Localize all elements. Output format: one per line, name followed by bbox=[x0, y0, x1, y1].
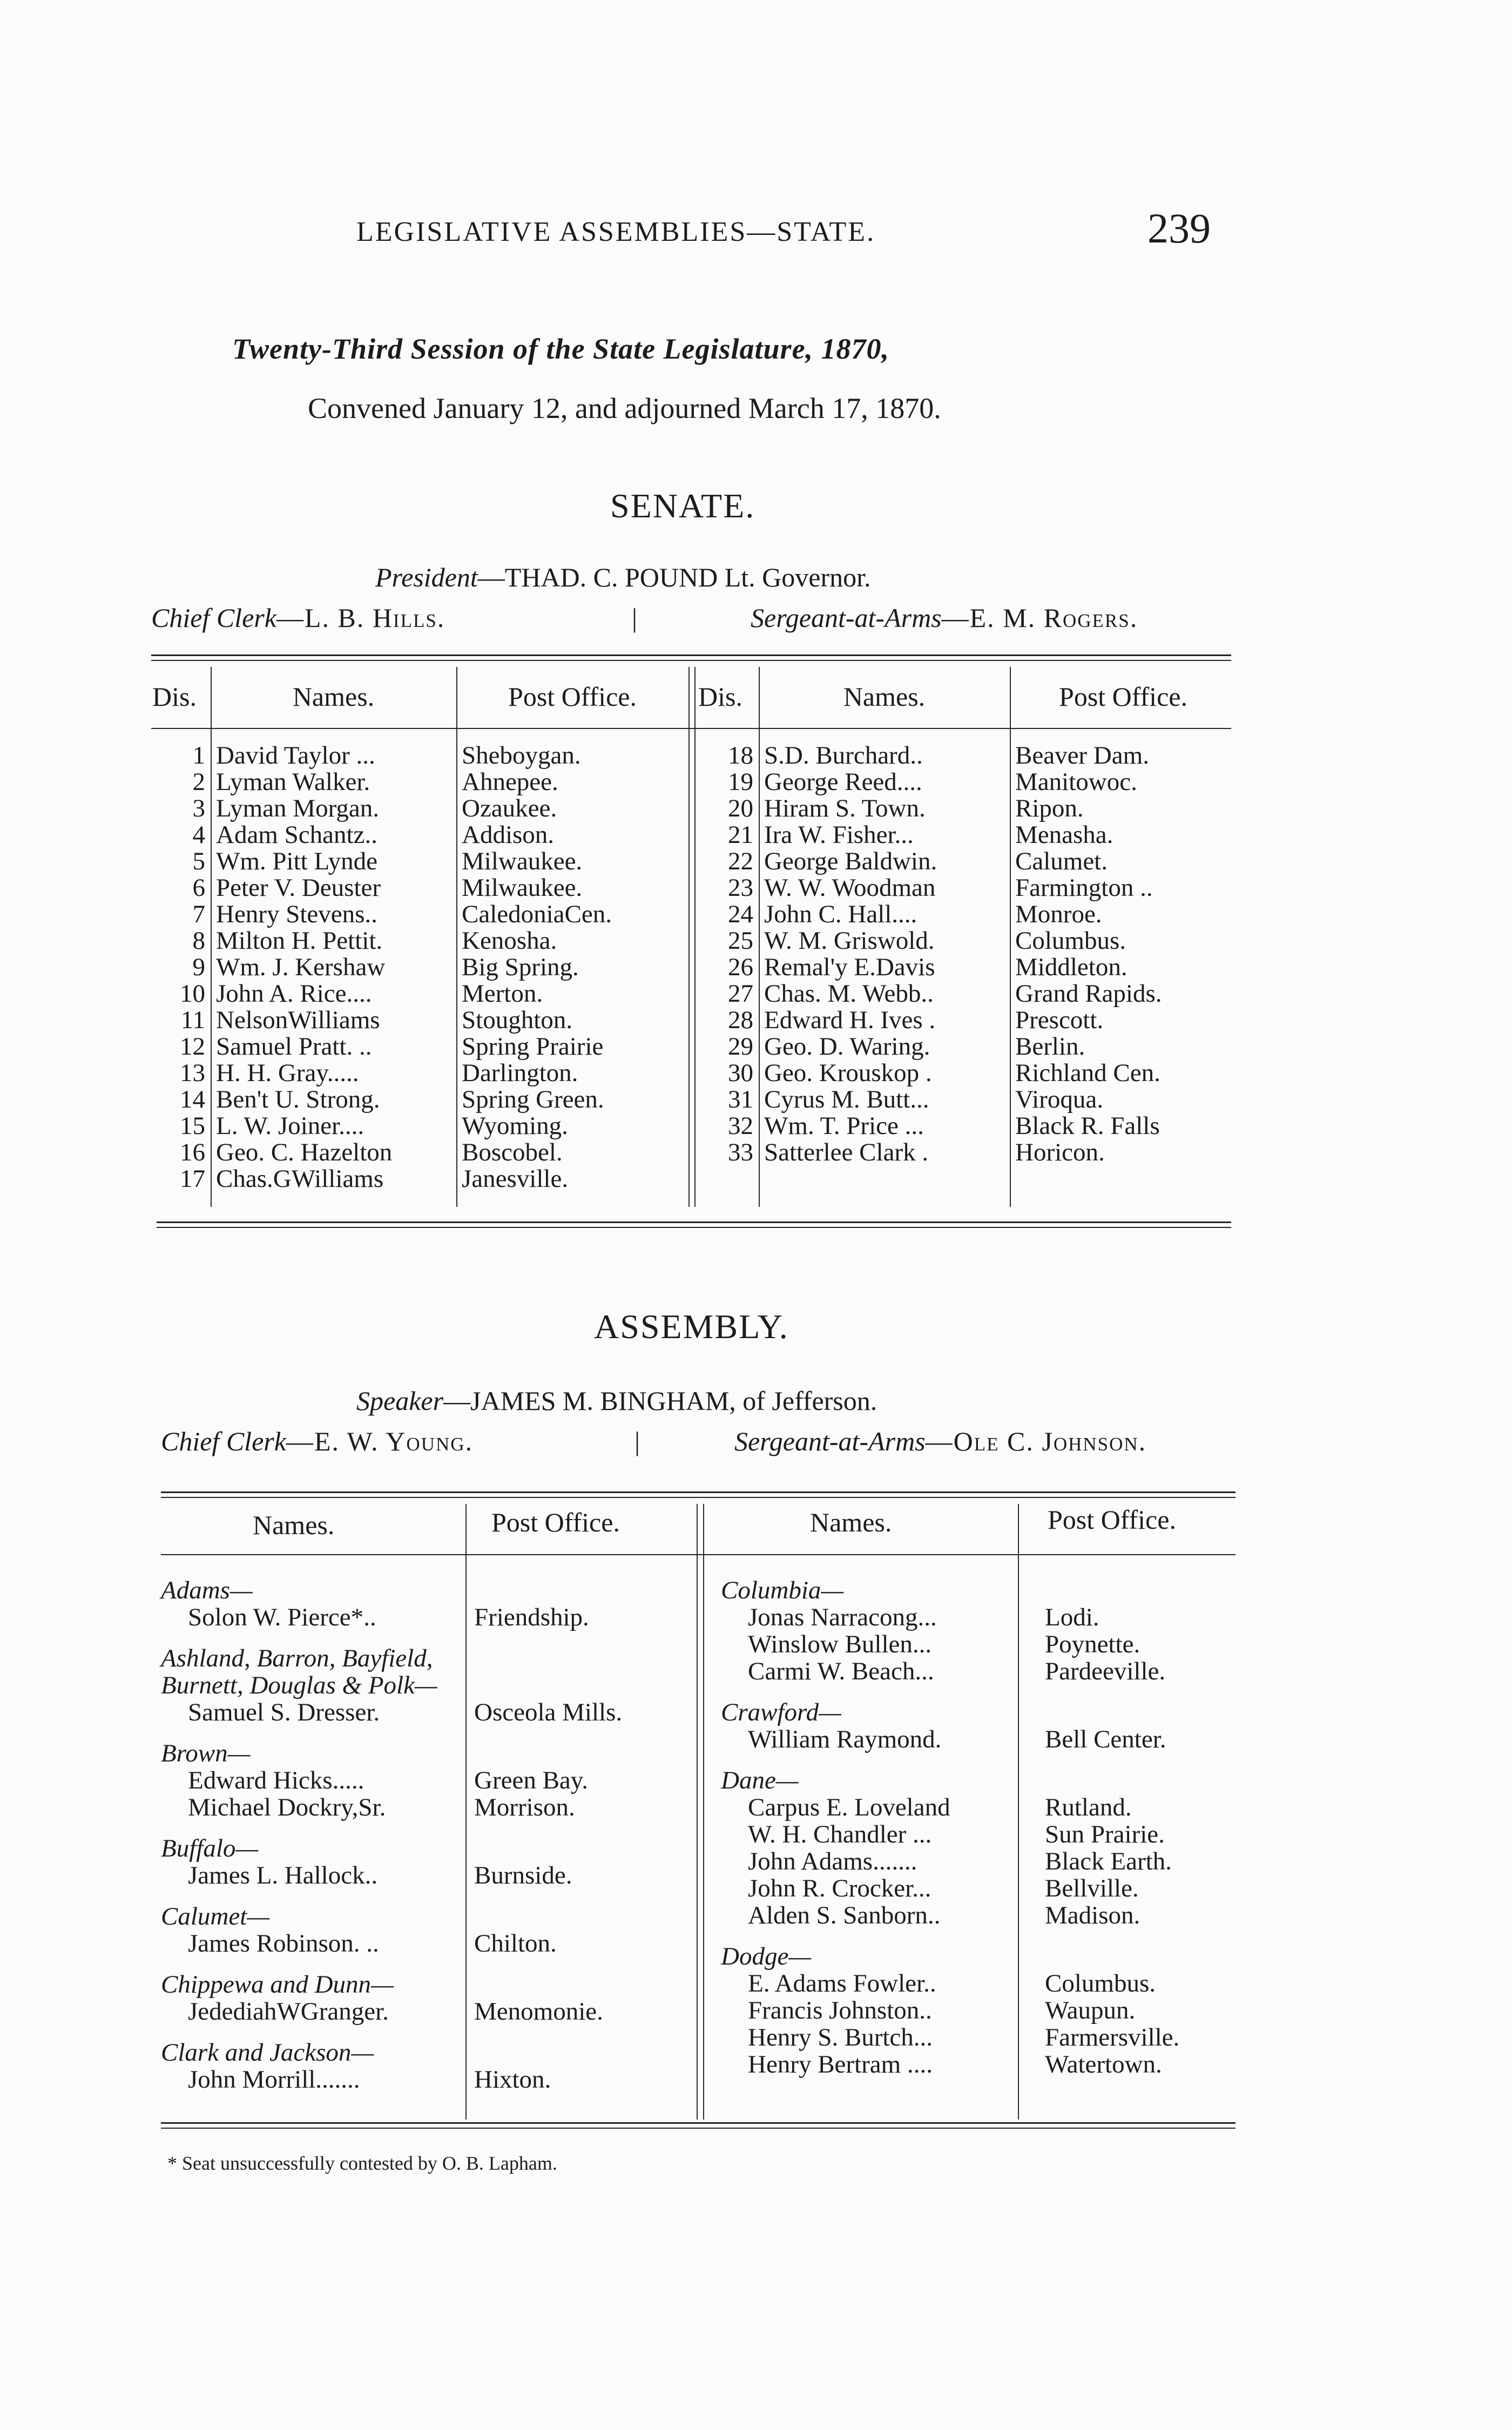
senate-row bbox=[693, 1113, 1237, 1139]
member-row bbox=[721, 1658, 1512, 1685]
member-name: Jonas Narracong... bbox=[748, 1603, 937, 1631]
senator-name: Geo. C. Hazelton bbox=[216, 1138, 393, 1166]
district-number: 20 bbox=[728, 794, 753, 822]
county-name: Calumet— bbox=[161, 1902, 270, 1931]
officer-divider: | bbox=[632, 603, 638, 633]
county-group bbox=[721, 1577, 1512, 1685]
post-office: Ahnepee. bbox=[462, 768, 558, 796]
post-office: Ripon. bbox=[1015, 794, 1084, 822]
senator-name: W. W. Woodman bbox=[764, 874, 936, 902]
post-office: Farmersville. bbox=[1045, 2023, 1180, 2051]
post-office: Morrison. bbox=[474, 1793, 575, 1821]
senate-row bbox=[693, 1034, 1237, 1060]
senator-name: John A. Rice.... bbox=[216, 980, 372, 1008]
post-office: Boscobel. bbox=[462, 1138, 563, 1166]
assembly-chief-clerk: Chief Clerk—E. W. Young. bbox=[161, 1426, 474, 1456]
assembly-header-names: Names. bbox=[810, 1507, 892, 1537]
assembly-header-post-office: Post Office. bbox=[1048, 1504, 1176, 1535]
county-name: Ashland, Barron, Bayfield, Burnett, Douglas & Polk— bbox=[161, 1644, 437, 1699]
member-name: Samuel S. Dresser. bbox=[188, 1698, 380, 1726]
post-office: Prescott. bbox=[1015, 1006, 1104, 1034]
col-header-names: Names. bbox=[843, 681, 926, 712]
post-office: Hixton. bbox=[474, 2066, 551, 2094]
senator-name: Peter V. Deuster bbox=[216, 874, 381, 902]
district-number: 27 bbox=[728, 980, 753, 1008]
post-office: Menomonie. bbox=[474, 1997, 603, 2026]
senate-row bbox=[147, 848, 688, 875]
district-number: 30 bbox=[728, 1059, 753, 1087]
post-office: Pardeeville. bbox=[1045, 1657, 1166, 1685]
post-office: Chilton. bbox=[474, 1929, 557, 1958]
senate-row bbox=[693, 875, 1237, 901]
post-office: Manitowoc. bbox=[1015, 768, 1137, 796]
senate-top-rule bbox=[151, 654, 1231, 656]
post-office: Darlington. bbox=[462, 1059, 578, 1087]
post-office: Osceola Mills. bbox=[474, 1698, 623, 1726]
district-number: 25 bbox=[728, 927, 753, 955]
district-number: 11 bbox=[180, 1006, 205, 1034]
senator-name: Wm. T. Price ... bbox=[764, 1112, 924, 1140]
senate-table-right bbox=[693, 667, 1237, 1166]
district-number: 12 bbox=[180, 1032, 205, 1061]
assembly-header-post-office: Post Office. bbox=[491, 1507, 620, 1537]
district-number: 19 bbox=[728, 768, 753, 796]
senator-name: John C. Hall.... bbox=[764, 900, 917, 928]
post-office: Columbus. bbox=[1045, 1969, 1156, 1997]
session-title: Twenty-Third Session of the State Legislature, 1870, bbox=[232, 333, 890, 365]
district-number: 9 bbox=[192, 953, 205, 981]
senate-row bbox=[147, 1166, 688, 1192]
post-office: Calumet. bbox=[1015, 847, 1108, 875]
member-name: JedediahWGranger. bbox=[188, 1997, 389, 2026]
district-number: 8 bbox=[192, 927, 205, 955]
district-number: 3 bbox=[192, 794, 205, 822]
senator-name: S.D. Burchard.. bbox=[764, 741, 923, 770]
post-office: Grand Rapids. bbox=[1015, 980, 1162, 1008]
district-number: 28 bbox=[728, 1006, 753, 1034]
assembly-title: ASSEMBLY. bbox=[594, 1307, 789, 1346]
post-office: Viroqua. bbox=[1015, 1085, 1103, 1113]
district-number: 29 bbox=[728, 1032, 753, 1061]
col-header-post-office: Post Office. bbox=[1059, 681, 1187, 712]
senate-row bbox=[693, 1060, 1237, 1086]
county-name: Dane— bbox=[721, 1766, 799, 1794]
footnote: * Seat unsuccessfully contested by O. B. Lapham. bbox=[167, 2152, 557, 2174]
district-number: 5 bbox=[192, 847, 205, 875]
senate-president: President—THAD. C. POUND Lt. Governor. bbox=[375, 562, 871, 592]
senate-row bbox=[147, 875, 688, 901]
county-name: Dodge— bbox=[721, 1942, 812, 1970]
senator-name: David Taylor ... bbox=[216, 741, 375, 770]
member-name: Carpus E. Loveland bbox=[748, 1793, 950, 1821]
member-row bbox=[721, 1997, 1512, 2024]
district-number: 33 bbox=[728, 1138, 753, 1166]
member-row bbox=[721, 1902, 1512, 1929]
post-office: Monroe. bbox=[1015, 900, 1102, 928]
post-office: Beaver Dam. bbox=[1015, 741, 1149, 770]
senate-row bbox=[147, 822, 688, 848]
post-office: Black R. Falls bbox=[1015, 1112, 1160, 1140]
member-name: E. Adams Fowler.. bbox=[748, 1969, 936, 1997]
senate-top-rule-2 bbox=[151, 660, 1231, 661]
senator-name: Hiram S. Town. bbox=[764, 794, 926, 822]
county-group bbox=[721, 1699, 1512, 1753]
member-name: Winslow Bullen... bbox=[748, 1630, 932, 1658]
post-office: Columbus. bbox=[1015, 927, 1126, 955]
senator-name: Milton H. Pettit. bbox=[216, 927, 383, 955]
assembly-sergeant: Sergeant-at-Arms—Ole C. Johnson. bbox=[734, 1426, 1147, 1456]
senate-row bbox=[693, 928, 1237, 954]
senator-name: Lyman Morgan. bbox=[216, 794, 379, 822]
senate-row bbox=[147, 1007, 688, 1034]
senator-name: George Baldwin. bbox=[764, 847, 937, 875]
senate-row bbox=[147, 1139, 688, 1166]
assembly-header-rule bbox=[161, 1554, 1236, 1555]
district-number: 17 bbox=[180, 1165, 205, 1193]
post-office: Stoughton. bbox=[462, 1006, 573, 1034]
assembly-top-rule bbox=[161, 1491, 1236, 1493]
county-name: Adams— bbox=[161, 1576, 253, 1604]
post-office: Kenosha. bbox=[462, 927, 557, 955]
member-name: Edward Hicks..... bbox=[188, 1766, 364, 1794]
member-name: W. H. Chandler ... bbox=[748, 1820, 932, 1848]
senator-name: Satterlee Clark . bbox=[764, 1138, 929, 1166]
senate-row bbox=[147, 742, 688, 769]
senator-name: Geo. Krouskop . bbox=[764, 1059, 932, 1087]
member-name: Alden S. Sanborn.. bbox=[748, 1901, 941, 1929]
post-office: Milwaukee. bbox=[462, 847, 583, 875]
post-office: Merton. bbox=[462, 980, 543, 1008]
senate-row bbox=[693, 1086, 1237, 1113]
page-number: 239 bbox=[1148, 205, 1211, 252]
county-name: Brown— bbox=[161, 1739, 251, 1767]
senator-name: L. W. Joiner.... bbox=[216, 1112, 364, 1140]
district-number: 10 bbox=[180, 980, 205, 1008]
district-number: 31 bbox=[728, 1085, 753, 1113]
member-row bbox=[721, 1848, 1512, 1875]
post-office: Bellville. bbox=[1045, 1874, 1139, 1902]
district-number: 16 bbox=[180, 1138, 205, 1166]
post-office: Burnside. bbox=[474, 1861, 572, 1889]
post-office: Ozaukee. bbox=[462, 794, 557, 822]
district-number: 2 bbox=[192, 768, 205, 796]
member-name: Solon W. Pierce*.. bbox=[188, 1603, 376, 1631]
convened-line: Convened January 12, and adjourned March 17, 1870. bbox=[308, 392, 941, 424]
senate-row bbox=[147, 769, 688, 795]
member-row bbox=[721, 1794, 1512, 1821]
county-name: Buffalo— bbox=[161, 1834, 259, 1862]
col-header-post-office: Post Office. bbox=[508, 681, 637, 712]
senator-name: Wm. Pitt Lynde bbox=[216, 847, 377, 875]
county-name: Clark and Jackson— bbox=[161, 2039, 374, 2067]
district-number: 4 bbox=[192, 821, 205, 849]
senator-name: NelsonWilliams bbox=[216, 1006, 380, 1034]
senate-row bbox=[693, 981, 1237, 1007]
senate-row bbox=[147, 981, 688, 1007]
senate-row bbox=[693, 848, 1237, 875]
senator-name: H. H. Gray..... bbox=[216, 1059, 359, 1087]
district-number: 6 bbox=[192, 874, 205, 902]
district-number: 32 bbox=[728, 1112, 753, 1140]
senate-table-left bbox=[147, 667, 688, 1192]
senate-row bbox=[147, 1060, 688, 1086]
post-office: Menasha. bbox=[1015, 821, 1113, 849]
senator-name: Geo. D. Waring. bbox=[764, 1032, 930, 1061]
senate-row bbox=[693, 822, 1237, 848]
assembly-speaker: Speaker—JAMES M. BINGHAM, of Jefferson. bbox=[356, 1386, 878, 1416]
senator-name: George Reed.... bbox=[764, 768, 922, 796]
col-header-names: Names. bbox=[292, 681, 375, 712]
county-group bbox=[721, 1767, 1512, 1929]
member-name: James Robinson. .. bbox=[188, 1929, 379, 1958]
senator-name: Chas. M. Webb.. bbox=[764, 980, 934, 1008]
member-row bbox=[721, 1604, 1512, 1631]
member-name: John Adams....... bbox=[748, 1847, 917, 1875]
senate-row bbox=[147, 901, 688, 928]
district-number: 1 bbox=[192, 741, 205, 770]
senator-name: Remal'y E.Davis bbox=[764, 953, 935, 981]
senator-name: Henry Stevens.. bbox=[216, 900, 377, 928]
district-number: 26 bbox=[728, 953, 753, 981]
post-office: Janesville. bbox=[462, 1165, 569, 1193]
post-office: Berlin. bbox=[1015, 1032, 1085, 1061]
post-office: Rutland. bbox=[1045, 1793, 1132, 1821]
post-office: Addison. bbox=[462, 821, 555, 849]
county-name: Crawford— bbox=[721, 1698, 841, 1726]
member-row bbox=[721, 1875, 1512, 1902]
senator-name: Ben't U. Strong. bbox=[216, 1085, 380, 1113]
post-office: Horicon. bbox=[1015, 1138, 1105, 1166]
senator-name: Lyman Walker. bbox=[216, 768, 370, 796]
district-number: 13 bbox=[180, 1059, 205, 1087]
member-row bbox=[721, 1631, 1512, 1658]
senator-name: Edward H. Ives . bbox=[764, 1006, 936, 1034]
post-office: Spring Green. bbox=[462, 1085, 604, 1113]
member-row bbox=[721, 1821, 1512, 1848]
senate-title: SENATE. bbox=[610, 487, 755, 525]
member-name: James L. Hallock.. bbox=[188, 1861, 378, 1889]
running-head: LEGISLATIVE ASSEMBLIES—STATE. bbox=[356, 217, 876, 247]
senate-row bbox=[693, 954, 1237, 981]
senator-name: Cyrus M. Butt... bbox=[764, 1085, 929, 1113]
senate-row bbox=[147, 795, 688, 822]
district-number: 14 bbox=[180, 1085, 205, 1113]
post-office: Green Bay. bbox=[474, 1766, 588, 1794]
post-office: Richland Cen. bbox=[1015, 1059, 1160, 1087]
post-office: Black Earth. bbox=[1045, 1847, 1172, 1875]
assembly-header-names: Names. bbox=[253, 1510, 335, 1540]
assembly-right-column bbox=[721, 1577, 1512, 2092]
senate-chief-clerk: Chief Clerk—L. B. Hills. bbox=[151, 603, 446, 633]
district-number: 7 bbox=[192, 900, 205, 928]
assembly-bottom-rule bbox=[161, 2122, 1236, 2124]
post-office: Friendship. bbox=[474, 1603, 589, 1631]
post-office: Sun Prairie. bbox=[1045, 1820, 1165, 1848]
district-number: 15 bbox=[180, 1112, 205, 1140]
post-office: Watertown. bbox=[1045, 2050, 1162, 2078]
district-number: 22 bbox=[728, 847, 753, 875]
post-office: Waupun. bbox=[1045, 1996, 1136, 2024]
senate-row bbox=[147, 1113, 688, 1139]
senate-row bbox=[147, 928, 688, 954]
senate-row bbox=[693, 1007, 1237, 1034]
senate-row bbox=[147, 1034, 688, 1060]
senator-name: Samuel Pratt. .. bbox=[216, 1032, 372, 1061]
post-office: Sheboygan. bbox=[462, 741, 581, 770]
member-name: Carmi W. Beach... bbox=[748, 1657, 934, 1685]
post-office: Milwaukee. bbox=[462, 874, 583, 902]
member-name: Francis Johnston.. bbox=[748, 1996, 932, 2024]
post-office: CaledoniaCen. bbox=[462, 900, 612, 928]
senator-name: Ira W. Fisher... bbox=[764, 821, 914, 849]
senate-row bbox=[693, 742, 1237, 769]
county-name: Columbia— bbox=[721, 1576, 844, 1604]
senate-vline bbox=[688, 667, 690, 1207]
senate-bottom-rule bbox=[157, 1221, 1231, 1223]
senator-name: Wm. J. Kershaw bbox=[216, 953, 386, 981]
officer-divider: | bbox=[634, 1426, 640, 1456]
post-office: Farmington .. bbox=[1015, 874, 1153, 902]
post-office: Wyoming. bbox=[462, 1112, 568, 1140]
col-header-dis: Dis. bbox=[152, 681, 197, 712]
member-name: John Morrill....... bbox=[188, 2066, 360, 2094]
member-name: William Raymond. bbox=[748, 1725, 942, 1753]
member-row bbox=[721, 1970, 1512, 1997]
county-group bbox=[721, 1943, 1512, 2078]
col-header-dis: Dis. bbox=[698, 681, 742, 712]
senator-name: W. M. Griswold. bbox=[764, 927, 935, 955]
post-office: Madison. bbox=[1045, 1901, 1140, 1929]
assembly-bottom-rule-2 bbox=[161, 2128, 1236, 2129]
senate-row bbox=[147, 954, 688, 981]
post-office: Spring Prairie bbox=[462, 1032, 604, 1061]
member-name: Henry Bertram .... bbox=[748, 2050, 933, 2078]
member-row bbox=[721, 1726, 1512, 1753]
member-row bbox=[721, 2051, 1512, 2078]
senator-name: Adam Schantz.. bbox=[216, 821, 377, 849]
member-name: John R. Crocker... bbox=[748, 1874, 932, 1902]
senate-row bbox=[693, 1139, 1237, 1166]
senate-row bbox=[147, 1086, 688, 1113]
senator-name: Chas.GWilliams bbox=[216, 1165, 384, 1193]
senate-row bbox=[693, 901, 1237, 928]
senate-sergeant: Sergeant-at-Arms—E. M. Rogers. bbox=[751, 603, 1138, 633]
district-number: 24 bbox=[728, 900, 753, 928]
district-number: 21 bbox=[728, 821, 753, 849]
senate-row bbox=[693, 795, 1237, 822]
district-number: 18 bbox=[728, 741, 753, 770]
post-office: Bell Center. bbox=[1045, 1725, 1166, 1753]
senate-row bbox=[693, 769, 1237, 795]
member-name: Henry S. Burtch... bbox=[748, 2023, 933, 2051]
county-name: Chippewa and Dunn— bbox=[161, 1970, 394, 1999]
member-name: Michael Dockry,Sr. bbox=[188, 1793, 386, 1821]
post-office: Big Spring. bbox=[462, 953, 579, 981]
post-office: Middleton. bbox=[1015, 953, 1128, 981]
post-office: Lodi. bbox=[1045, 1603, 1099, 1631]
member-row bbox=[721, 2024, 1512, 2051]
district-number: 23 bbox=[728, 874, 753, 902]
post-office: Poynette. bbox=[1045, 1630, 1140, 1658]
senate-bottom-rule-2 bbox=[157, 1227, 1231, 1228]
assembly-top-rule-2 bbox=[161, 1497, 1236, 1498]
